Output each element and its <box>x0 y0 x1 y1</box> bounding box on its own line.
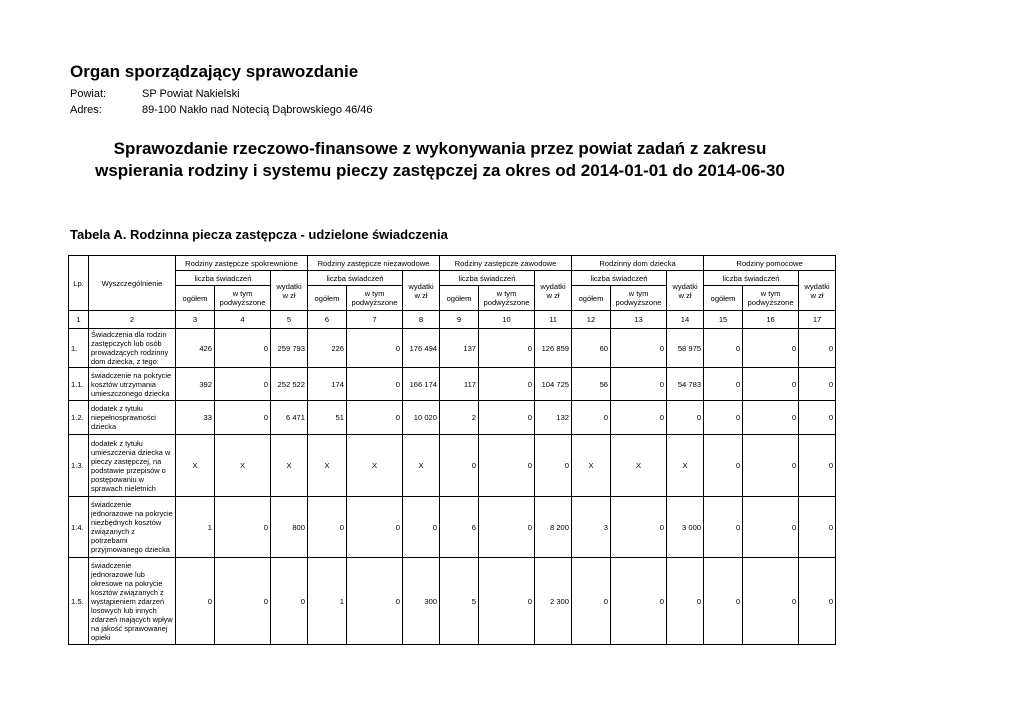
row-lp: 1.1. <box>69 368 89 401</box>
header-group: Rodziny zastępcze spokrewnione <box>176 256 308 271</box>
table-cell: 0 <box>799 368 836 401</box>
table-cell: 252 522 <box>271 368 308 401</box>
table-cell: 0 <box>611 558 667 645</box>
table-cell: 60 <box>572 329 611 368</box>
table-cell: 54 783 <box>667 368 704 401</box>
table-cell: 0 <box>704 435 743 497</box>
header-wtym: w tym podwyższone <box>479 286 535 311</box>
table-cell: 8 200 <box>535 497 572 558</box>
table-cell: 104 725 <box>535 368 572 401</box>
column-number: 17 <box>799 311 836 329</box>
table-cell: 1 <box>308 558 347 645</box>
table-cell: 226 <box>308 329 347 368</box>
report-table <box>68 255 836 645</box>
table-cell: 0 <box>704 401 743 435</box>
header-liczba: liczba świadczeń <box>704 271 799 286</box>
table-cell: 0 <box>799 497 836 558</box>
table-cell: X <box>308 435 347 497</box>
powiat-value: SP Powiat Nakielski <box>142 88 240 100</box>
table-cell: 0 <box>347 497 403 558</box>
table-cell: 0 <box>479 497 535 558</box>
table-cell: X <box>667 435 704 497</box>
report-title-line1: Sprawozdanie rzeczowo-finansowe z wykonywania przez powiat zadań z zakresu <box>113 139 767 158</box>
header-ogolem: ogółem <box>308 286 347 311</box>
table-cell: 0 <box>403 497 440 558</box>
table-cell: 2 <box>440 401 479 435</box>
header-wydatki: wydatki w zł <box>535 271 572 311</box>
table-cell: 0 <box>611 401 667 435</box>
table-cell: 0 <box>799 435 836 497</box>
table-cell: 0 <box>704 329 743 368</box>
column-number: 9 <box>440 311 479 329</box>
header-wydatki: wydatki w zł <box>271 271 308 311</box>
table-cell: 0 <box>215 558 271 645</box>
table-cell: 0 <box>743 497 799 558</box>
header-ogolem: ogółem <box>176 286 215 311</box>
table-cell: 0 <box>799 558 836 645</box>
table-cell: 0 <box>215 368 271 401</box>
column-number: 1 <box>69 311 89 329</box>
table-cell: 392 <box>176 368 215 401</box>
column-number: 7 <box>347 311 403 329</box>
table-cell: X <box>572 435 611 497</box>
table-row <box>69 435 836 497</box>
column-number: 4 <box>215 311 271 329</box>
table-cell: 0 <box>743 435 799 497</box>
row-description: dodatek z tytułu umieszczenia dziecka w pieczy zastępczej, na podstawie przepisów o postępowaniu w sprawach nieletnich <box>89 435 176 497</box>
table-cell: 0 <box>799 401 836 435</box>
table-cell: 0 <box>347 368 403 401</box>
row-description: świadczenie jednorazowe na pokrycie niezbędnych kosztów związanych z potrzebami przyjmowanego dziecka <box>89 497 176 558</box>
table-cell: 2 300 <box>535 558 572 645</box>
column-number: 14 <box>667 311 704 329</box>
table-cell: 0 <box>799 329 836 368</box>
table-cell: 5 <box>440 558 479 645</box>
table-cell: 0 <box>347 329 403 368</box>
table-cell: X <box>403 435 440 497</box>
table-cell: 0 <box>743 401 799 435</box>
header-group: Rodziny zastępcze zawodowe <box>440 256 572 271</box>
table-cell: 0 <box>667 558 704 645</box>
table-cell: 6 <box>440 497 479 558</box>
table-cell: 0 <box>479 558 535 645</box>
header-liczba: liczba świadczeń <box>308 271 403 286</box>
table-cell: 0 <box>479 368 535 401</box>
table-cell: 0 <box>667 401 704 435</box>
table-cell: 0 <box>743 368 799 401</box>
table-cell: 0 <box>215 401 271 435</box>
table-cell: 166 174 <box>403 368 440 401</box>
row-description: świadczenie na pokrycie kosztów utrzymania umieszczonego dziecka <box>89 368 176 401</box>
table-cell: X <box>215 435 271 497</box>
table-cell: 0 <box>743 558 799 645</box>
column-number: 2 <box>89 311 176 329</box>
header-group: Rodziny zastępcze niezawodowe <box>308 256 440 271</box>
row-lp: 1. <box>69 329 89 368</box>
table-cell: 0 <box>479 435 535 497</box>
table-cell: 126 859 <box>535 329 572 368</box>
header-ogolem: ogółem <box>572 286 611 311</box>
header-wtym: w tym podwyższone <box>611 286 667 311</box>
column-number-row <box>69 311 836 329</box>
report-title-line2: wspierania rodziny i systemu pieczy zastępczej za okres od 2014-01-01 do 2014-06-30 <box>95 161 785 180</box>
table-body <box>69 311 836 645</box>
table-cell: X <box>611 435 667 497</box>
table-cell: 259 793 <box>271 329 308 368</box>
table-cell: 0 <box>611 497 667 558</box>
column-number: 15 <box>704 311 743 329</box>
column-number: 11 <box>535 311 572 329</box>
column-number: 5 <box>271 311 308 329</box>
header-liczba: liczba świadczeń <box>572 271 667 286</box>
table-cell: 0 <box>535 435 572 497</box>
header-liczba: liczba świadczeń <box>176 271 271 286</box>
adres-label: Adres: <box>70 104 102 116</box>
table-cell: 300 <box>403 558 440 645</box>
table-cell: 0 <box>308 497 347 558</box>
column-number: 10 <box>479 311 535 329</box>
organ-title: Organ sporządzający sprawozdanie <box>70 62 359 81</box>
header-group: Rodzinny dom dziecka <box>572 256 704 271</box>
table-cell: 0 <box>572 558 611 645</box>
column-number: 6 <box>308 311 347 329</box>
table-cell: 0 <box>347 401 403 435</box>
table-cell: 51 <box>308 401 347 435</box>
table-cell: 33 <box>176 401 215 435</box>
table-cell: 0 <box>743 329 799 368</box>
header-wydatki: wydatki w zł <box>799 271 836 311</box>
header-wtym: w tym podwyższone <box>215 286 271 311</box>
table-cell: 58 975 <box>667 329 704 368</box>
table-cell: 0 <box>704 497 743 558</box>
table-cell: 800 <box>271 497 308 558</box>
table-cell: 0 <box>347 558 403 645</box>
column-number: 13 <box>611 311 667 329</box>
column-number: 8 <box>403 311 440 329</box>
column-number: 3 <box>176 311 215 329</box>
table-cell: 176 494 <box>403 329 440 368</box>
table-cell: 0 <box>271 558 308 645</box>
table-cell: 0 <box>704 368 743 401</box>
table-cell: 56 <box>572 368 611 401</box>
table-cell: 3 <box>572 497 611 558</box>
table-cell: 0 <box>215 329 271 368</box>
table-cell: 132 <box>535 401 572 435</box>
table-cell: X <box>176 435 215 497</box>
table-cell: 1 <box>176 497 215 558</box>
row-description: świadczenie jednorazowe lub okresowe na pokrycie kosztów związanych z wystąpieniem zdarzeń losowych lub innych zdarzeń mających wpływ na jakość sprawowanej opieki <box>89 558 176 645</box>
table-row <box>69 368 836 401</box>
header-wyszczegolnienie: Wyszczególnienie <box>89 256 176 311</box>
adres-row <box>70 104 373 116</box>
table-cell: 0 <box>479 329 535 368</box>
table-cell: 426 <box>176 329 215 368</box>
adres-value: 89-100 Nakło nad Notecią Dąbrowskiego 46/46 <box>142 104 373 116</box>
header-wydatki: wydatki w zł <box>403 271 440 311</box>
table-cell: 0 <box>704 558 743 645</box>
header-ogolem: ogółem <box>440 286 479 311</box>
table-title: Tabela A. Rodzinna piecza zastępcza - udzielone świadczenia <box>70 227 448 242</box>
header-wtym: w tym podwyższone <box>743 286 799 311</box>
table-cell: X <box>347 435 403 497</box>
table-cell: 0 <box>215 497 271 558</box>
row-description: dodatek z tytułu niepełnosprawności dziecka <box>89 401 176 435</box>
table-cell: 6 471 <box>271 401 308 435</box>
header-wtym: w tym podwyższone <box>347 286 403 311</box>
table-cell: 10 020 <box>403 401 440 435</box>
table-cell: X <box>271 435 308 497</box>
header-group: Rodziny pomocowe <box>704 256 836 271</box>
column-number: 12 <box>572 311 611 329</box>
table-cell: 117 <box>440 368 479 401</box>
row-lp: 1.5. <box>69 558 89 645</box>
row-lp: 1.4. <box>69 497 89 558</box>
header-wydatki: wydatki w zł <box>667 271 704 311</box>
column-number: 16 <box>743 311 799 329</box>
table-cell: 0 <box>572 401 611 435</box>
table-row <box>69 329 836 368</box>
table-cell: 0 <box>611 329 667 368</box>
table-cell: 137 <box>440 329 479 368</box>
header-ogolem: ogółem <box>704 286 743 311</box>
table-cell: 0 <box>176 558 215 645</box>
table-cell: 0 <box>440 435 479 497</box>
table-cell: 0 <box>611 368 667 401</box>
table-row <box>69 497 836 558</box>
powiat-row <box>70 88 240 100</box>
table-row <box>69 401 836 435</box>
header-lp: Lp. <box>69 256 89 311</box>
table-cell: 174 <box>308 368 347 401</box>
header-liczba: liczba świadczeń <box>440 271 535 286</box>
row-lp: 1.3. <box>69 435 89 497</box>
row-description: Świadczenia dla rodzin zastępczych lub osób prowadzących rodzinny dom dziecka, z tego: <box>89 329 176 368</box>
table-row <box>69 558 836 645</box>
row-lp: 1.2. <box>69 401 89 435</box>
table-cell: 3 000 <box>667 497 704 558</box>
report-title <box>60 138 820 182</box>
powiat-label: Powiat: <box>70 88 107 100</box>
table-cell: 0 <box>479 401 535 435</box>
